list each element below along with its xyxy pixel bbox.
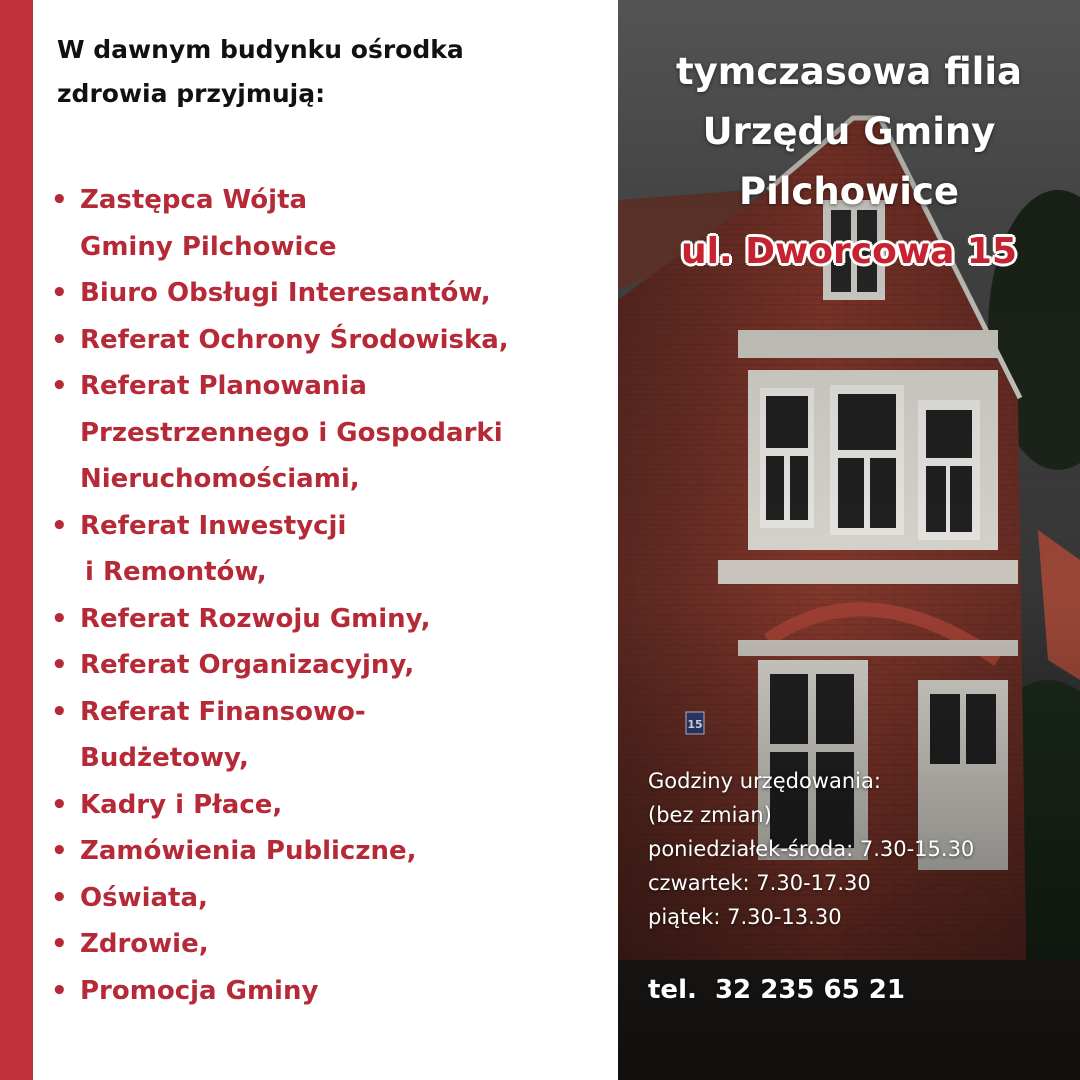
department-line: • Oświata, [80,882,208,913]
department-item [47,642,509,689]
department-item [47,921,509,968]
department-line: • Referat Planowania [80,371,367,401]
department-item [47,968,509,1015]
department-line: • Referat Ochrony Środowiska, [80,324,509,355]
headline-line: tymczasowa filia [675,50,1023,93]
hours-line: poniedziałek-środa: 7.30-15.30 [648,837,975,861]
building-photo [618,0,1080,1080]
headline [618,42,1080,222]
left-accent-bar [0,0,33,1080]
phone-number: tel. 32 235 65 21 [648,975,905,1005]
department-line: • Zastępca Wójta [80,185,308,215]
department-line: • Referat Finansowo- [80,696,366,727]
intro-heading [57,28,464,116]
headline-line: Pilchowice [738,170,960,213]
department-line: • Referat Rozwoju Gminy, [80,603,431,634]
headline-line: Urzędu Gminy [702,110,996,153]
department-item [47,503,509,596]
address: ul. Dworcowa 15 [680,231,1018,272]
department-item [47,875,509,922]
intro-line: zdrowia przyjmują: [57,79,326,108]
departments-list [47,177,509,1014]
hours-line: piątek: 7.30-13.30 [648,905,842,929]
department-line: • Zdrowie, [80,929,209,959]
hours-line: czwartek: 7.30-17.30 [648,871,871,895]
department-line: • Kadry i Płace, [80,789,283,820]
department-item [47,782,509,829]
department-item [47,828,509,875]
department-line: Nieruchomościami, [80,464,360,494]
department-line: • Referat Organizacyjny, [80,650,415,680]
department-item [47,270,509,317]
department-line: i Remontów, [85,557,267,587]
office-hours [648,764,974,934]
intro-line: W dawnym budynku ośrodka [57,35,464,64]
department-item [47,689,509,782]
department-item [47,177,509,270]
department-line: Budżetowy, [80,743,249,773]
department-line: • Referat Inwestycji [80,510,347,541]
hours-line: Godziny urzędowania: [648,769,881,793]
department-line: • Zamówienia Publiczne, [80,836,417,866]
departments-panel [33,0,618,1080]
department-item [47,317,509,364]
department-line: Przestrzennego i Gospodarki [80,417,503,448]
department-line: Gminy Pilchowice [80,231,337,262]
department-line: • Promocja Gminy [80,975,319,1006]
department-item [47,596,509,643]
department-line: • Biuro Obsługi Interesantów, [80,278,491,308]
department-item [47,363,509,503]
hours-line: (bez zmian) [648,803,772,827]
